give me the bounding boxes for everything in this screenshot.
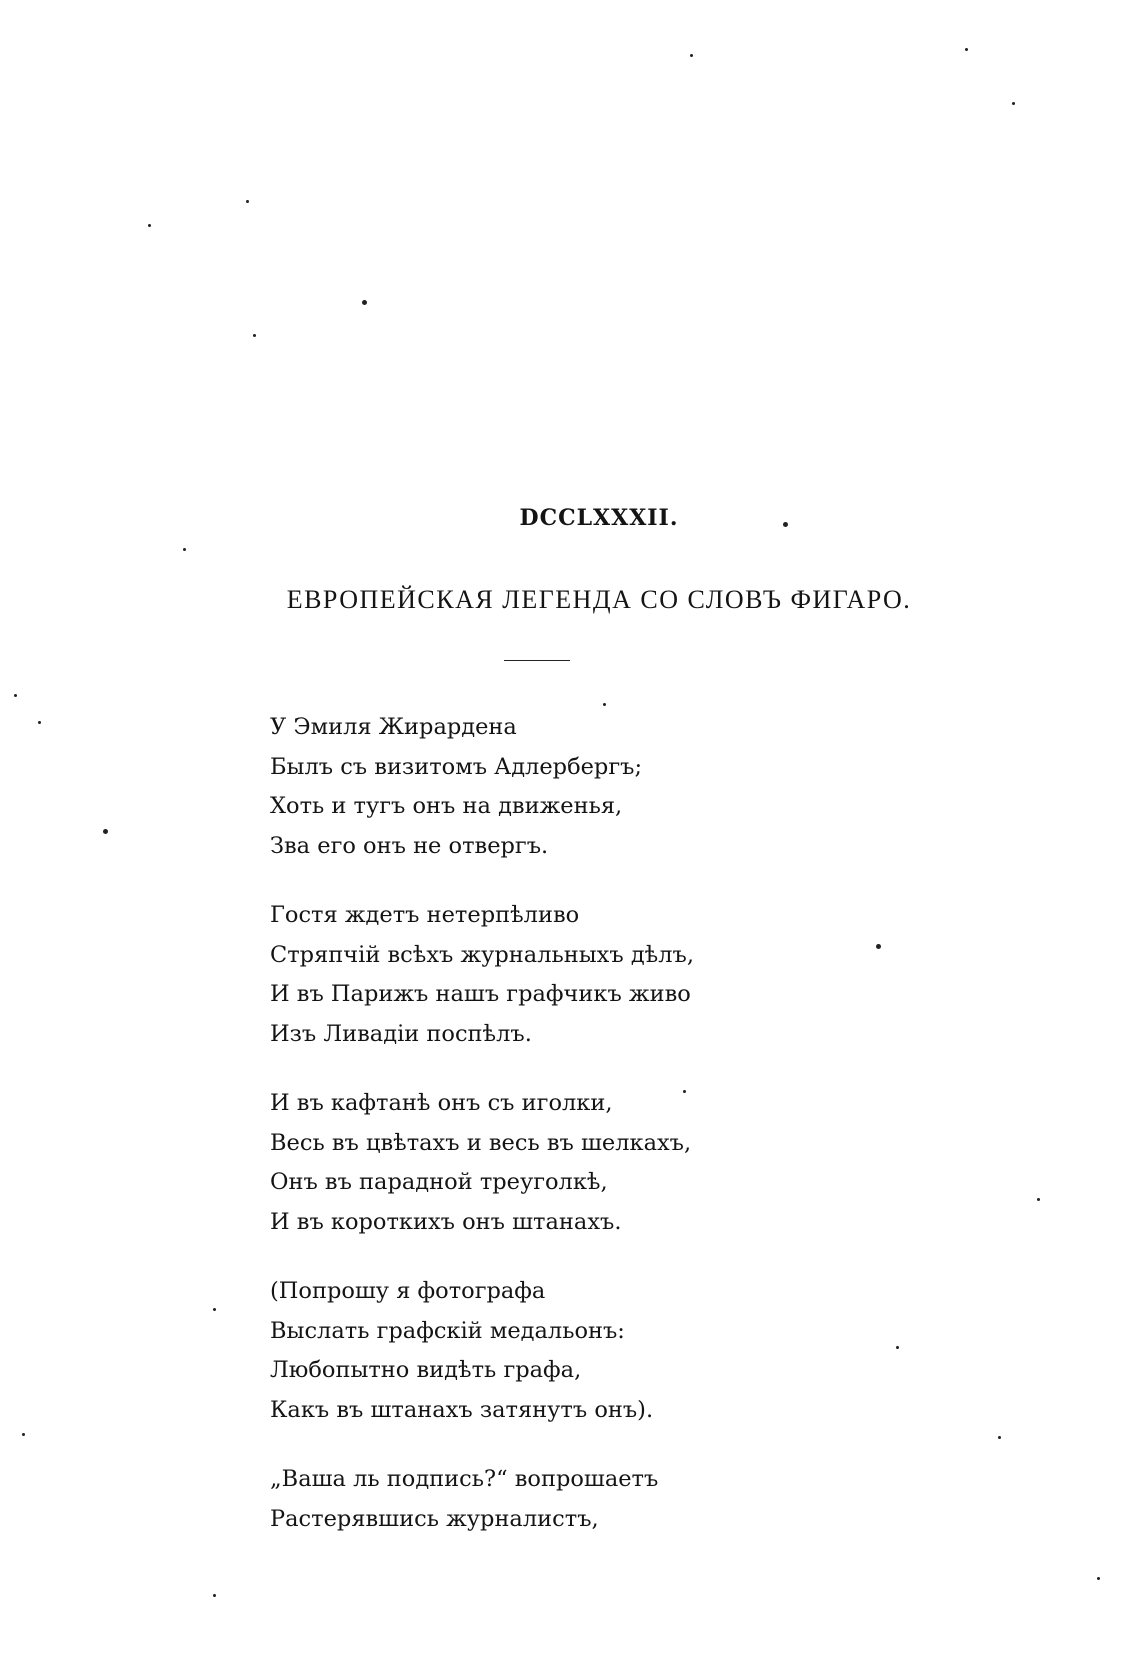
- verse-line: Какъ въ штанахъ затянутъ онъ).: [270, 1396, 654, 1423]
- scan-speck: [1097, 1577, 1100, 1580]
- verse-line: Былъ съ визитомъ Адлербергъ;: [270, 753, 643, 780]
- scan-speck: [253, 334, 256, 337]
- stanza: [270, 1272, 1030, 1430]
- verse-line: Стряпчій всѣхъ журнальныхъ дѣлъ,: [270, 941, 695, 968]
- verse-line: Растерявшись журналистъ,: [270, 1505, 599, 1532]
- scan-speck: [38, 721, 41, 724]
- verse-line: Выслать графскій медальонъ:: [270, 1317, 625, 1344]
- scan-speck: [22, 1433, 25, 1436]
- scan-speck: [148, 224, 151, 227]
- verse-line: Зва его онъ не отвергъ.: [270, 832, 549, 859]
- scan-speck: [213, 1594, 216, 1597]
- poem-number: DCCLXXXII.: [519, 505, 679, 531]
- stanza: [270, 1460, 1030, 1539]
- verse-line: У Эмиля Жирардена: [270, 714, 517, 740]
- scan-speck: [183, 548, 186, 551]
- scan-speck: [213, 1308, 216, 1311]
- verse-line: Гостя ждетъ нетерпѣливо: [270, 902, 580, 928]
- scan-speck: [603, 703, 606, 706]
- stanza: [270, 708, 1030, 866]
- verse-line: Любопытно видѣть графа,: [270, 1357, 582, 1383]
- scan-speck: [14, 694, 17, 697]
- verse-line: Онъ въ парадной треуголкѣ,: [270, 1169, 608, 1195]
- verse-line: (Попрошу я фотографа: [270, 1278, 546, 1304]
- stanza: [270, 1084, 1030, 1242]
- poem-title: ЕВРОПЕЙСКАЯ ЛЕГЕНДА СО СЛОВЪ ФИГАРО.: [286, 585, 912, 614]
- verse-line: И въ короткихъ онъ штанахъ.: [270, 1208, 622, 1235]
- scan-speck: [1012, 102, 1015, 105]
- scan-speck: [362, 300, 367, 305]
- verse-line: И въ Парижъ нашъ графчикъ живо: [270, 981, 691, 1007]
- scan-speck: [965, 48, 968, 51]
- poem-body: [270, 708, 1030, 1569]
- scan-speck: [1037, 1198, 1040, 1201]
- title-divider: [504, 660, 570, 661]
- verse-line: Весь въ цвѣтахъ и весь въ шелкахъ,: [270, 1129, 692, 1156]
- scan-speck: [103, 829, 108, 834]
- scan-speck: [690, 54, 693, 57]
- scan-speck: [246, 200, 249, 203]
- verse-line: Хоть и тугъ онъ на движенья,: [270, 793, 623, 819]
- stanza: [270, 896, 1030, 1054]
- verse-line: И въ кафтанѣ онъ съ иголки,: [270, 1090, 613, 1116]
- verse-line: „Ваша ль подпись?“ вопрошаетъ: [270, 1466, 659, 1492]
- verse-line: Изъ Ливадіи поспѣлъ.: [270, 1020, 532, 1047]
